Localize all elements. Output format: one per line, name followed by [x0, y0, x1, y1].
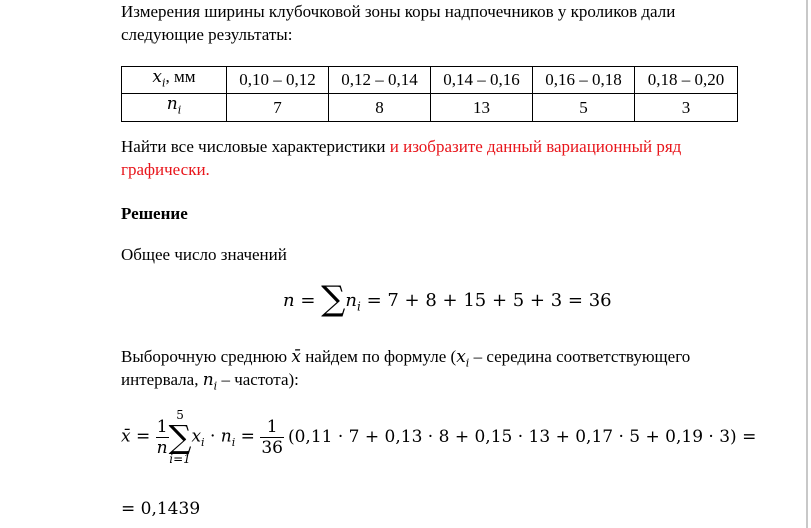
total-formula: $n = \sum n_i = 7 + 8 + 15 + 5 + 3 = 36$ — [283, 279, 612, 319]
sum-sign-icon: 5 ∑ i=1 — [168, 408, 192, 466]
table-cell-interval-5: 0,18 – 0,20 — [635, 67, 738, 94]
fraction-1-over-36: $\frac{1}{36}$ — [261, 416, 283, 458]
task-highlight-1: и изобразите данный вариационный ряд — [389, 137, 682, 156]
sum-sign-icon: ∑ — [321, 279, 346, 319]
mean-result: = 0,1439 — [121, 499, 201, 519]
table-cell-interval-3: 0,14 – 0,16 — [431, 67, 533, 94]
table-cell-freq-4: 5 — [533, 94, 635, 121]
table-cell-freq-5: 3 — [635, 94, 738, 121]
table-row-intervals — [122, 67, 738, 94]
intro-line-2: следующие результаты: — [121, 25, 293, 44]
mean-intro-line-2: интервала, $n_i$ – частота): — [121, 370, 299, 393]
mean-intro-line-1: Выборочную среднюю x̄ найдем по формуле ($x_i$ – середина соответствующего — [121, 347, 691, 370]
page-edge-rule — [806, 0, 808, 528]
table-header-n: $n_i$ — [122, 94, 227, 121]
task-highlight-2: графически. — [121, 160, 210, 179]
table-cell-interval-1: 0,10 – 0,12 — [227, 67, 329, 94]
frequency-table — [121, 66, 738, 122]
solution-heading: Решение — [121, 204, 188, 223]
table-cell-freq-2: 8 — [329, 94, 431, 121]
task-line-1 — [121, 135, 681, 158]
total-intro: Общее число значений — [121, 245, 287, 264]
fraction-1-over-n: $\frac{1}{n}$ — [156, 416, 168, 458]
mean-formula: x̄ = $\frac{1}{n}$ 5 ∑ i=1 $x_i \cdot n_i$ = $\frac{1}{36}$ (0,11 · 7 + 0,13 · 8 + 0,15 · 13 + 0,17 · 5 + 0,19 · 3) = — [121, 408, 757, 466]
table-cell-interval-4: 0,16 – 0,18 — [533, 67, 635, 94]
table-cell-freq-3: 13 — [431, 94, 533, 121]
intro-line-1: Измерения ширины клубочковой зоны коры надпочечников у кроликов дали — [121, 2, 676, 21]
table-cell-interval-2: 0,12 – 0,14 — [329, 67, 431, 94]
task-text: Найти все числовые характеристики — [121, 137, 390, 156]
table-header-x: $x_i$, мм — [122, 67, 227, 94]
table-cell-freq-1: 7 — [227, 94, 329, 121]
table-row-frequencies — [122, 94, 738, 121]
